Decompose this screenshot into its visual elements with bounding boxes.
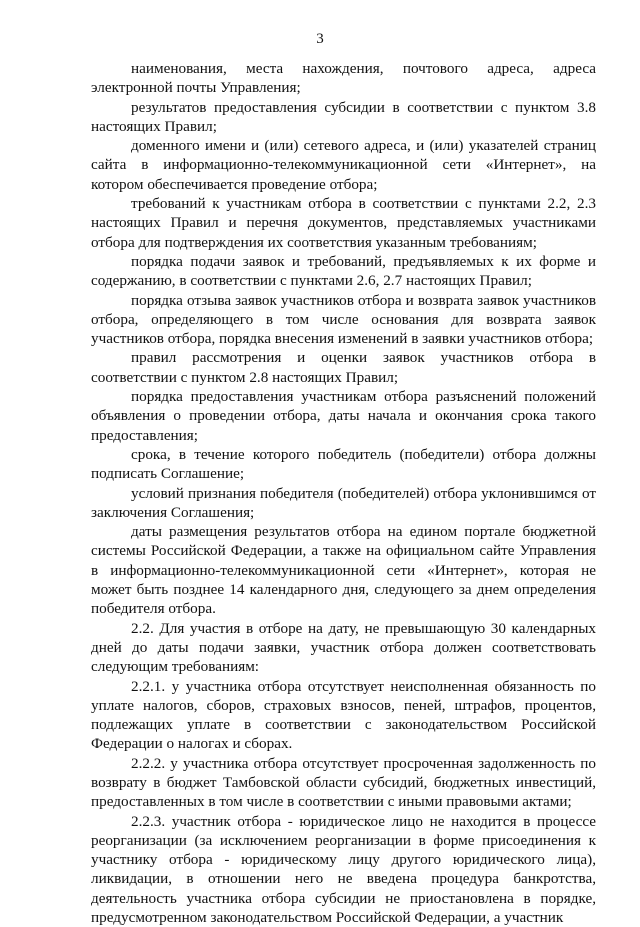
paragraph-management-address: наименования, места нахождения, почтового адреса, адреса электронной почты Управления; [91,60,596,97]
paragraph-clarifications: порядка предоставления участникам отбора разъяснений положений объявления о проведении отбора, даты начала и окончания срока такого предоставления; [91,388,596,444]
paragraph-section-2-2-2: 2.2.2. у участника отбора отсутствует просроченная задолженность по возврату в бюджет Тамбовской области субсидий, бюджетных инвестиций, предоставленных в том числе в соответствии с иными правовыми актами; [91,754,596,811]
paragraph-evasion-conditions: условий признания победителя (победителей) отбора уклонившимся от заключения Соглашения; [91,484,596,521]
paragraph-application-withdrawal: порядка отзыва заявок участников отбора и возврата заявок участников отбора, определяющего в том числе основания для возврата заявок участников отбора, порядка внесения изменений в заявки участников отбора; [91,291,596,348]
paragraph-domain-name: доменного имени и (или) сетевого адреса, и (или) указателей страниц сайта в информационно-телекоммуникационной сети «Интернет», на котором обеспечивается проведение отбора; [91,137,596,193]
paragraph-section-2-2: 2.2. Для участия в отборе на дату, не превышающую 30 календарных дней до даты подачи заявки, участник отбора должен соответствовать следующим требованиям: [91,619,596,676]
page-number: 3 [316,31,324,47]
paragraph-agreement-deadline: срока, в течение которого победитель (победители) отбора должны подписать Соглашение; [91,445,596,483]
document-body [91,59,596,927]
paragraph-results-publication: даты размещения результатов отбора на едином портале бюджетной системы Российской Федерации, а также на официальном сайте Управления в информационно-телекоммуникационной сети «Интернет», которая не может быть позднее 14 календарного дня, следующего за днем определения победителя отбора. [91,523,596,618]
paragraph-section-2-2-3: 2.2.3. участник отбора - юридическое лицо не находится в процессе реорганизации (за исключением реорганизации в форме присоединения к участнику отбора - юридическому лицу другого юридического лица), ликвидации, в отношении него не введена процедура банкротства, деятельность участника отбора субсидии не приостановлена в порядке, предусмотренном законодательством Российской Федерации, а участник [91,812,596,927]
paragraph-participant-requirements: требований к участникам отбора в соответствии с пунктами 2.2, 2.3 настоящих Правил и перечня документов, представляемых участниками отбора для подтверждения их соответствия указанным требованиям; [91,195,596,251]
paragraph-subsidy-results: результатов предоставления субсидии в соответствии с пунктом 3.8 настоящих Правил; [91,98,596,135]
paragraph-review-rules: правил рассмотрения и оценки заявок участников отбора в соответствии с пунктом 2.8 настоящих Правил; [91,349,596,386]
paragraph-application-procedure: порядка подачи заявок и требований, предъявляемых к их форме и содержанию, в соответствии с пунктами 2.6, 2.7 настоящих Правил; [91,252,596,290]
paragraph-section-2-2-1: 2.2.1. у участника отбора отсутствует неисполненная обязанность по уплате налогов, сборов, страховых взносов, пеней, штрафов, процентов, подлежащих уплате в соответствии с законодательством Российской Федерации о налогах и сборах. [91,677,596,753]
